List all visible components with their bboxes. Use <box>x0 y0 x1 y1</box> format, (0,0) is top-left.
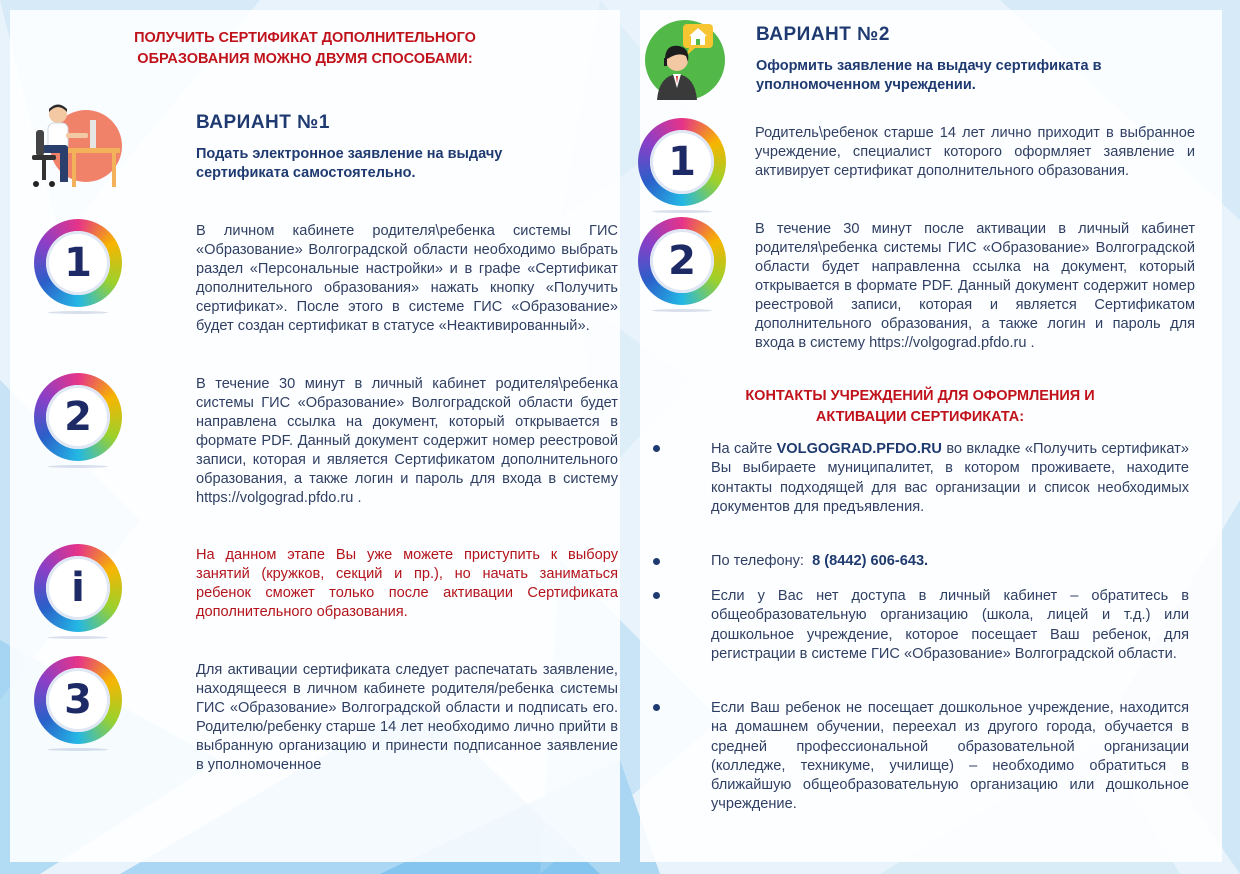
step-note-text: На данном этапе Вы уже можете приступить к выбору занятий (кружков, секций и пр.), но начать заниматься ребенок сможет только после активации Сертификата дополнительного образования. <box>196 547 618 620</box>
step-badge <box>638 217 726 305</box>
person-at-computer-icon <box>28 100 124 190</box>
site-link[interactable]: VOLGOGRAD.PFDO.RU <box>776 441 942 457</box>
variant1-title: ВАРИАНТ №1 <box>196 112 330 133</box>
badge-number: i <box>71 565 85 611</box>
variant1-subtitle: Подать электронное заявление на выдачу сертификата самостоятельно. <box>196 146 503 181</box>
bullet-icon <box>653 704 660 711</box>
step-badge <box>34 373 122 461</box>
step-text: Родитель\ребенок старше 14 лет лично приходит в выбранное учреждение, специалист которого оформляет заявление и активирует сертификат дополнительного образования. <box>755 125 1195 179</box>
contact-no-access-item: Если у Вас нет доступа в личный кабинет – обратитесь в общеобразовательную организацию (школа, лицей и т.д.) или дошкольное учреждение, которое посещает Ваш ребенок, для регистрации в системе ГИС «Образование» Волгоградской области. <box>711 588 1189 662</box>
contacts-header: КОНТАКТЫ УЧРЕЖДЕНИЙ ДЛЯ ОФОРМЛЕНИЯ И АКТИВАЦИИ СЕРТИФИКАТА: <box>745 388 1095 425</box>
site-suffix: во вкладке «Получить сертификат» Вы выбираете муниципалитет, в котором проживаете, находите контакты подходящей для вас организации и список необходимых документов для предъявления. <box>711 441 1189 515</box>
variant2-subtitle: Оформить заявление на выдачу сертификата в уполномоченном учреждении. <box>756 58 1102 93</box>
bullet-icon <box>653 445 660 452</box>
contact-phone-item <box>711 552 1189 571</box>
badge-number: 1 <box>64 240 92 286</box>
phone-prefix: По телефону: <box>711 553 804 569</box>
phone-number[interactable]: 8 (8442) 606-643. <box>812 553 929 569</box>
badge-number: 1 <box>668 139 696 185</box>
bullet-icon <box>653 558 660 565</box>
badge-number: 2 <box>64 394 92 440</box>
contact-site-item <box>711 440 1189 517</box>
step-text: В течение 30 минут после активации в личный кабинет родителя\ребенка системы ГИС «Образование» Волгоградской области будет направленна ссылка на документ, который открывается в формате PDF. Данный документ содержит номер реестровой записи, которая и является Сертификатом дополнительного образования, а также логин и пароль для входа в систему https://volgograd.pfdo.ru . <box>755 221 1195 351</box>
step-badge <box>34 219 122 307</box>
variant2-title: ВАРИАНТ №2 <box>756 24 890 45</box>
page-header: ПОЛУЧИТЬ СЕРТИФИКАТ ДОПОЛНИТЕЛЬНОГО ОБРАЗОВАНИЯ МОЖНО ДВУМЯ СПОСОБАМИ: <box>134 30 476 67</box>
badge-number: 3 <box>64 677 92 723</box>
info-badge <box>34 544 122 632</box>
bullet-icon <box>653 592 660 599</box>
contact-no-school-item: Если Ваш ребенок не посещает дошкольное учреждение, находится на домашнем обучении, переехал из другого города, обучается в средней профессиональной образовательной организации (колледже, техникуме, училище) – необходимо обратиться в ближайшую общеобразовательную организацию или дошкольное учреждение. <box>711 700 1189 813</box>
step-text: В личном кабинете родителя\ребенка системы ГИС «Образование» Волгоградской области необходимо выбрать раздел «Персональные настройки» и в графе «Сертификат дополнительного образования» нажать кнопку «Получить сертификат». После этого в системе ГИС «Образование» будет создан сертификат в статусе «Неактивированный». <box>196 223 618 334</box>
step-badge <box>34 656 122 744</box>
step-text: Для активации сертификата следует распечатать заявление, находящееся в личном кабинете родителя/ребенка системы ГИС «Образование» Волгоградской области и подписать его. Родителю/ребенку старше 14 лет необходимо лично прийти в выбранную организацию и принести подписанное заявление в уполномоченное <box>196 662 618 773</box>
step-badge <box>638 118 726 206</box>
badge-number: 2 <box>668 238 696 284</box>
consultant-house-icon <box>643 18 727 102</box>
site-prefix: На сайте <box>711 441 773 457</box>
step-text: В течение 30 минут в личный кабинет родителя\ребенка системы ГИС «Образование» Волгоградской области будет направлена ссылка на документ, который открывается в формате PDF. Данный документ содержит номер реестровой записи, которая и является Сертификатом дополнительного образования, а также логин и пароль для входа в систему https://volgograd.pfdo.ru . <box>196 376 618 506</box>
